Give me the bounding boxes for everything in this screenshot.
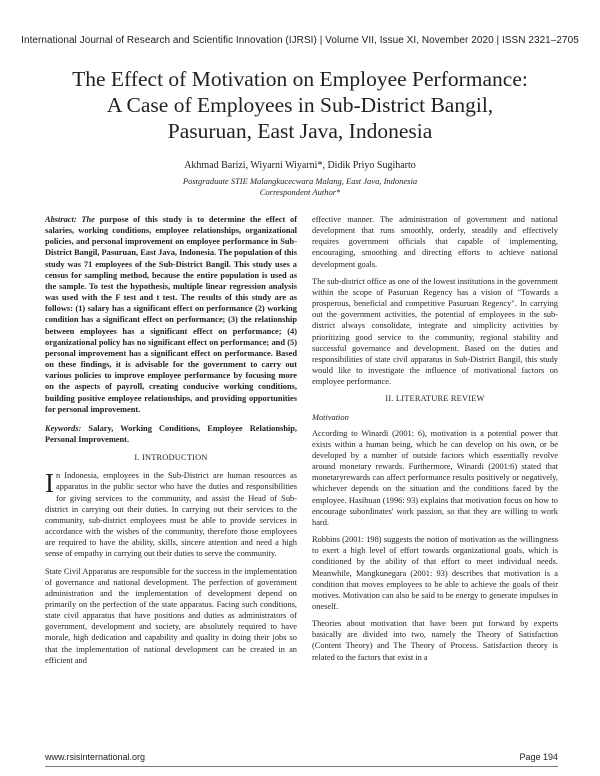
right-paragraph-5: Theories about motivation that have been put forward by experts basically are divided into two, namely the Theory of Satisfaction (Content Theory) and The Theory of Process. Satisfaction theory is related to the factors that exist in a (312, 619, 558, 662)
right-paragraph-4: Robbins (2001: 198) suggests the notion of motivation as the willingness to exert a high level of effort towards organizational goals, which is conditioned by the ability of that effort to meet individual needs. Meanwhile, Mangkunegara (2001: 93) describes that motivation is a condition that moves employees to be able to achieve the goals of their motives. Motivation can also be said to be energy to generate impulses in oneself. (312, 535, 558, 611)
left-column (45, 214, 297, 672)
abstract-text: purpose of this study is to determine the effect of salaries, working conditions, employee relationships, organizational policies, and personal improvement on employee performance in Sub-District Bangil, Pasuruan, East Java, Indonesia. The population of this study was 71 employees of the Sub-District Bangil. This study uses a census for sampling method, because the entire population is used as the sample. To test the hypothesis, multiple linear regression analysis was used with the F test and t test. The results of this study are as follows: (1) salary has a significant effect on performance (2) working condition has a significant effect on performance; (3) the relationship between employees has a significant effect on performance; (4) organizational policy has no significant effect on performance; and (5) personal improvement has a significant effect on performance. Based on these findings, it is advisable for the government to carry out various policies to improve employee performance by focusing more on the aspects of payroll, creating conducive working conditions, building positive employee relationships, and providing opportunities for personal improvement. (45, 215, 298, 414)
affiliation: Postgraduate STIE Malangkucecwara Malang, East Java, Indonesia (182, 176, 418, 186)
keywords-label: Keywords: (45, 423, 82, 433)
right-paragraph-3: According to Winardi (2001: 6), motivation is a potential power that exists within a human being, which he can develop on his own, or be developed by a number of outside factors which essentially revolve around monetary rewards. Furthermore, Winardi (2001:6) stated that monetaryrewards can affect performance results positively or negatively, whichever depends on the situation and the conditions faced by the employee. Hasibuan (1996: 93) explains that motivation focus on how to encourage subordinates' work passion, so that they are willing to work hard. (312, 428, 558, 527)
title-line: A Case of Employees in Sub-District Bangil, (106, 93, 494, 117)
title-line: The Effect of Motivation on Employee Performance: (72, 67, 528, 91)
title-line: Pasuruan, East Java, Indonesia (167, 119, 433, 143)
intro-paragraph-1-text: n Indonesia, employees in the Sub-District are human resources as apparatus in the public sector who have the duties and responsibilities for giving services to the community, and assist the Head of Sub-district in carrying out their duties. In carrying out their services to the community, sub-district employees must be able to provide services in accordance with the wishes of the community, therefore those employees are required to have the ability, skills, sincere attention and need a high sense of empathy in carrying out their duties to serve the community. (45, 471, 297, 559)
drop-cap: I (45, 468, 54, 499)
right-paragraph-2: The sub-district office as one of the lowest institutions in the government within the scope of Pasuruan Regency has a vision of "Towards a prosperous, beneficial and competitive Pasuruan Regency". In carrying out the government activities, the potential of employees in the sub-district always consolidate, integrate and simplicity activities by prioritizing good service to the community, regional stability and successful governance and development. Based on the duties and responsibilities of state civil apparatus in Sub-District Bangil, this study would like to investigate the influence of motivational factors on employee performance. (312, 276, 558, 387)
affiliation-block (0, 176, 600, 198)
journal-header: International Journal of Research and Scientific Innovation (IJRSI) | Volume VII, Issue XI, November 2020 | ISSN 2321–2705 (21, 35, 579, 46)
keywords (45, 423, 297, 445)
correspondent-note: Correspondent Author* (259, 187, 341, 197)
right-column (312, 214, 558, 669)
abstract (45, 214, 297, 415)
keywords-text: Salary, Working Conditions, Employee Relationship, Personal Improvement. (45, 423, 297, 444)
footer-website: www.rsisinternational.org (45, 752, 146, 762)
section-heading-literature-review: II. LITERATURE REVIEW (385, 394, 485, 404)
subheading-motivation: Motivation (312, 412, 349, 422)
footer-divider (45, 766, 558, 767)
authors: Akhmad Barizi, Wiyarni Wiyarni*, Didik Priyo Sugiharto (184, 160, 416, 171)
paper-title (20, 66, 580, 144)
intro-paragraph-2: State Civil Apparatus are responsible for the success in the implementation of governance and national development. The perfection of government administration and the implementation of development depend on primarily on the perfection of the state apparatus. Facing such conditions, state civil apparatus that have positions and duties as administrators of government, development and society, are absolutely required to have morale, high dedication and capability and quality in doing their jobs so that the implementation of national development can be created in an efficient and (45, 566, 297, 665)
right-paragraph-1: effective manner. The administration of government and national development that runs smoothly, orderly, steadily and effectively requires government officials that capable of implementing, encouraging, smoothing and directing efforts to achieve national development goals. (312, 215, 558, 269)
abstract-label: Abstract: The (45, 215, 95, 224)
intro-paragraph-1 (45, 470, 297, 559)
footer-page-number: Page 194 (519, 752, 558, 762)
section-heading-introduction: I. INTRODUCTION (134, 453, 208, 463)
